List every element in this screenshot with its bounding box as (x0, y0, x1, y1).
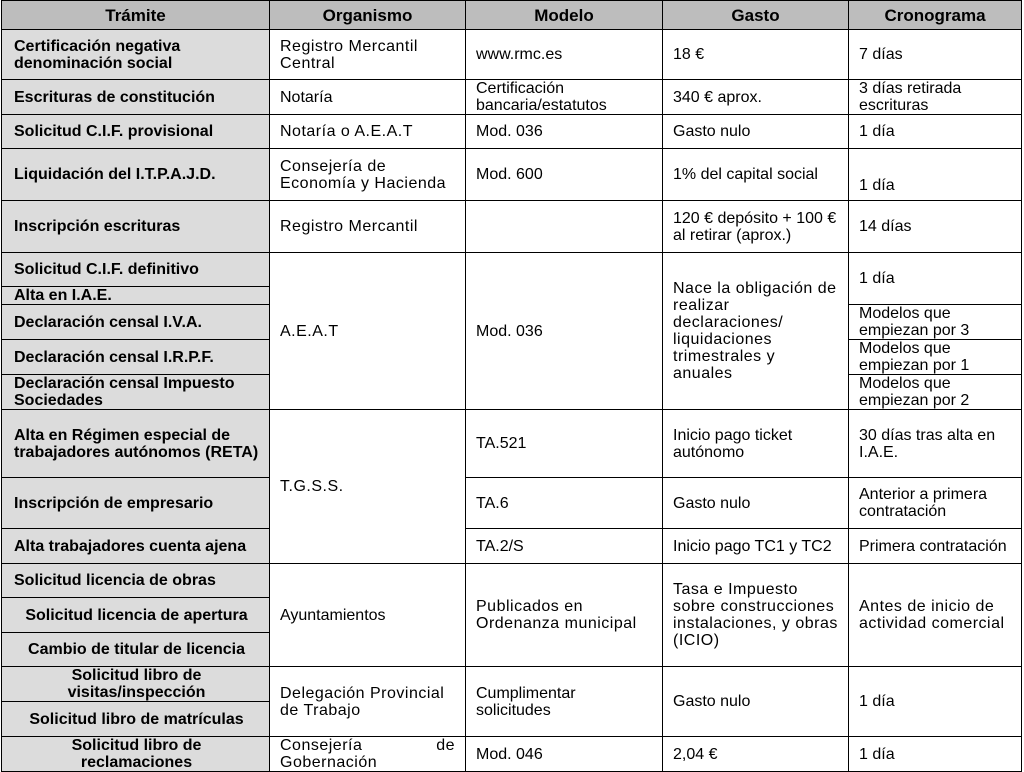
tramite-cell: Alta trabajadores cuenta ajena (2, 529, 270, 564)
tramite-cell: Declaración censal I.R.P.F. (2, 340, 270, 375)
organismo-cell: Delegación Provincial de Trabajo (270, 667, 466, 737)
tramite-cell: Solicitud C.I.F. provisional (2, 115, 270, 149)
table-row (2, 80, 1022, 115)
table-row (2, 149, 1022, 201)
crono-cell: Modelos que empiezan por 2 (849, 375, 1022, 410)
crono-cell: 1 día (849, 737, 1022, 772)
header-tramite: Trámite (2, 1, 270, 30)
organismo-cell: Notaría o A.E.A.T (270, 115, 466, 149)
gasto-cell: Inicio pago TC1 y TC2 (663, 529, 849, 564)
modelo-cell: Mod. 046 (466, 737, 663, 772)
tramite-cell: Declaración censal I.V.A. (2, 305, 270, 340)
header-gasto: Gasto (663, 1, 849, 30)
modelo-cell (466, 201, 663, 253)
organismo-cell: Consejería de Gobernación (270, 737, 466, 772)
gasto-cell: Gasto nulo (663, 667, 849, 737)
modelo-cell: Mod. 600 (466, 149, 663, 201)
crono-cell: 7 días (849, 30, 1022, 80)
organismo-cell: T.G.S.S. (270, 410, 466, 564)
modelo-cell: Mod. 036 (466, 253, 663, 410)
tramites-table (1, 0, 1022, 772)
crono-cell: 1 día (849, 667, 1022, 737)
gasto-cell: Tasa e Impuesto sobre construcciones instalaciones, y obras (ICIO) (663, 564, 849, 667)
tramite-cell: Solicitud libro de reclamaciones (2, 737, 270, 772)
gasto-cell: Gasto nulo (663, 115, 849, 149)
gasto-cell: 1% del capital social (663, 149, 849, 201)
tramite-cell: Liquidación del I.T.P.A.J.D. (2, 149, 270, 201)
modelo-cell: Certificación bancaria/estatutos (466, 80, 663, 115)
tramite-cell: Solicitud libro de matrículas (2, 702, 270, 737)
header-organismo: Organismo (270, 1, 466, 30)
header-row (2, 1, 1022, 30)
crono-cell: Antes de inicio de actividad comercial (849, 564, 1022, 667)
table-row (2, 564, 1022, 598)
crono-cell: Modelos que empiezan por 1 (849, 340, 1022, 375)
table-row (2, 201, 1022, 253)
crono-cell: 1 día (849, 253, 1022, 305)
table-row (2, 478, 1022, 529)
gasto-cell: 120 € depósito + 100 € al retirar (aprox.) (663, 201, 849, 253)
tramite-cell: Inscripción de empresario (2, 478, 270, 529)
crono-cell: Anterior a primera contratación (849, 478, 1022, 529)
modelo-cell: TA.2/S (466, 529, 663, 564)
table-row (2, 737, 1022, 772)
crono-cell: Modelos que empiezan por 3 (849, 305, 1022, 340)
gasto-cell: 18 € (663, 30, 849, 80)
organismo-cell: A.E.A.T (270, 253, 466, 410)
tramite-cell: Solicitud licencia de obras (2, 564, 270, 598)
crono-cell: 1 día (849, 115, 1022, 149)
header-cronograma: Cronograma (849, 1, 1022, 30)
tramite-cell: Cambio de titular de licencia (2, 633, 270, 667)
organismo-cell: Notaría (270, 80, 466, 115)
tramite-cell: Alta en I.A.E. (2, 287, 270, 305)
modelo-cell: TA.6 (466, 478, 663, 529)
organismo-cell: Consejería de Economía y Hacienda (270, 149, 466, 201)
tramite-cell: Declaración censal Impuesto Sociedades (2, 375, 270, 410)
table-row (2, 30, 1022, 80)
crono-cell: 3 días retirada escrituras (849, 80, 1022, 115)
tramite-cell: Solicitud C.I.F. definitivo (2, 253, 270, 287)
table-row (2, 253, 1022, 287)
tramite-cell: Alta en Régimen especial de trabajadores autónomos (RETA) (2, 410, 270, 478)
crono-cell: 1 día (849, 149, 1022, 201)
tramite-cell: Inscripción escrituras (2, 201, 270, 253)
organismo-cell: Registro Mercantil (270, 201, 466, 253)
gasto-cell: Nace la obligación de realizar declaraciones/ liquidaciones trimestrales y anuales (663, 253, 849, 410)
organismo-cell: Ayuntamientos (270, 564, 466, 667)
table-row (2, 115, 1022, 149)
modelo-cell: TA.521 (466, 410, 663, 478)
tramite-cell: Escrituras de constitución (2, 80, 270, 115)
modelo-cell: Cumplimentar solicitudes (466, 667, 663, 737)
gasto-cell: Gasto nulo (663, 478, 849, 529)
organismo-cell: Registro Mercantil Central (270, 30, 466, 80)
modelo-cell: www.rmc.es (466, 30, 663, 80)
crono-cell: 30 días tras alta en I.A.E. (849, 410, 1022, 478)
tramite-cell: Solicitud libro de visitas/inspección (2, 667, 270, 702)
table-row (2, 667, 1022, 702)
tramite-cell: Certificación negativa denominación social (2, 30, 270, 80)
header-modelo: Modelo (466, 1, 663, 30)
table-row (2, 410, 1022, 478)
gasto-cell: 340 € aprox. (663, 80, 849, 115)
crono-cell: Primera contratación (849, 529, 1022, 564)
table-row (2, 529, 1022, 564)
crono-cell: 14 días (849, 201, 1022, 253)
modelo-cell: Publicados en Ordenanza municipal (466, 564, 663, 667)
tramite-cell: Solicitud licencia de apertura (2, 598, 270, 633)
gasto-cell: 2,04 € (663, 737, 849, 772)
modelo-cell: Mod. 036 (466, 115, 663, 149)
gasto-cell: Inicio pago ticket autónomo (663, 410, 849, 478)
